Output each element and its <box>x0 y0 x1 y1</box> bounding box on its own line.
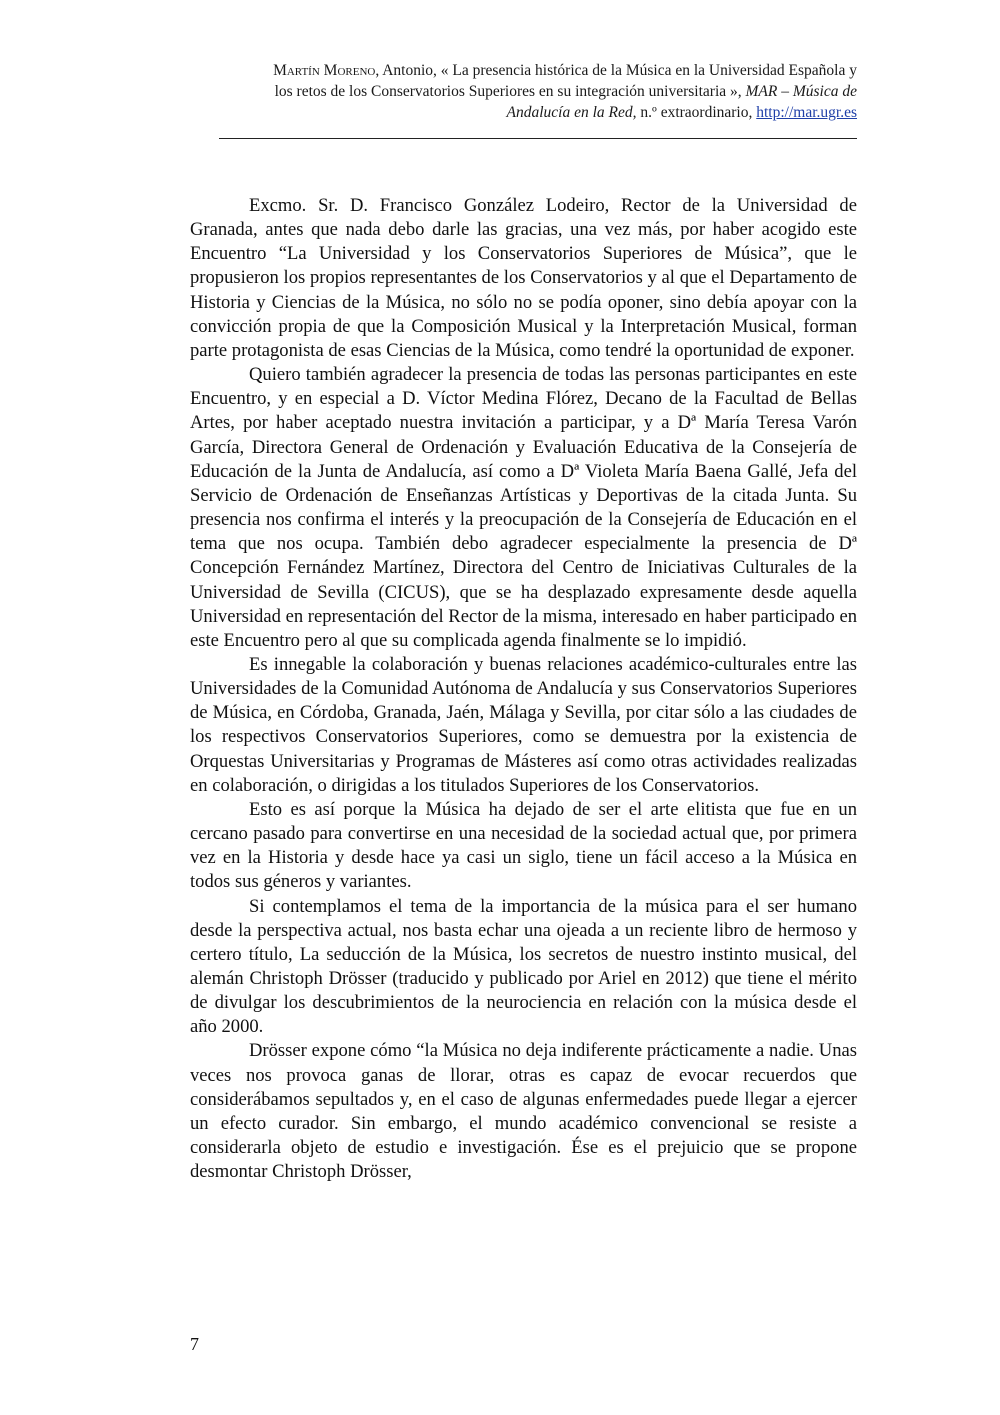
header-rule <box>219 138 857 139</box>
paragraph-3: Es innegable la colaboración y buenas relaciones académico-culturales entre las Universidades de la Comunidad Autónoma de Andalucía y sus Conservatorios Superiores de Música, en Córdoba, Granada, Jaén, Málaga y Sevilla, por citar sólo a las ciudades de los respectivos Conservatorios Superiores, como se demuestra por la existencia de Orquestas Universitarias y Programas de Másteres así como otras actividades realizadas en colaboración, o dirigidas a los titulados Superiores de los Conservatorios. <box>190 653 857 796</box>
paragraph-4: Esto es así porque la Música ha dejado de ser el arte elitista que fue en un cercano pasado para convertirse en una necesidad de la sociedad actual que, por primera vez en la Historia y desde hace ya casi un siglo, tiene un fácil acceso a la Música en todos sus géneros y variantes. <box>190 798 857 893</box>
paragraph-2: Quiero también agradecer la presencia de todas las personas participantes en este Encuentro, y en especial a D. Víctor Medina Flórez, Decano de la Facultad de Bellas Artes, por haber aceptado nuestra invitación a participar, y a Dª María Teresa Varón García, Directora General de Ordenación y Evaluación Educativa de la Consejería de Educación de la Junta de Andalucía, así como a Dª Violeta María Baena Gallé, Jefa del Servicio de Ordenación de Enseñanzas Artísticas y Deportivas de la citada Junta. Su presencia nos confirma el interés y la preocupación de la Consejería de Educación en el tema que nos ocupa. También debo agradecer especialmente la presencia de Dª Concepción Fernández Martínez, Directora del Centro de Iniciativas Culturales de la Universidad de Sevilla (CICUS), que se ha desplazado expresamente desde aquella Universidad en representación del Rector de la misma, interesado en haber participado en este Encuentro pero al que su complicada agenda finalmente se lo impidió. <box>190 364 857 651</box>
paragraph-5: Si contemplamos el tema de la importancia de la música para el ser humano desde la perspectiva actual, nos basta echar una ojeada a un reciente libro de hermoso y certero título, La seducción de la Música, los secretos de nuestro instinto musical, del alemán Christoph Drösser (traducido y publicado por Ariel en 2012) que tiene el mérito de divulgar los descubrimientos de la neurociencia en relación con la música desde el año 2000. <box>190 895 857 1038</box>
header-url-link[interactable]: http://mar.ugr.es <box>756 104 857 121</box>
header-title-part-1: , Antonio, « La presencia histórica de la Música en la Universidad Española y <box>375 62 857 79</box>
paragraph-6: Drösser expone cómo “la Música no deja indiferente prácticamente a nadie. Unas veces nos provoca ganas de llorar, otras es capaz de evocar recuerdos que considerábamos sepultados y, en el caso de algunas enfermedades puede llegar a ejercer un efecto curador. Sin embargo, el mundo académico convencional se resiste a considerarla objeto de estudio e investigación. Ése es el prejuicio que se propone desmontar Christoph Drösser, <box>190 1040 857 1183</box>
header-line-1 <box>190 60 857 81</box>
header-line-2 <box>190 81 857 102</box>
paragraph-1: Excmo. Sr. D. Francisco González Lodeiro, Rector de la Universidad de Granada, antes que nada debo darle las gracias, una vez más, por haber acogido este Encuentro “La Universidad y los Conservatorios Superiores de Música”, que le propusieron los propios representantes de los Conservatorios y al que el Departamento de Historia y Ciencias de la Música, no sólo no se podía oponer, sino debía apoyar con la convicción propia de que la Composición Musical y la Interpretación Musical, forman parte protagonista de esas Ciencias de la Música, como tendré la oportunidad de exponer. <box>190 195 857 361</box>
header-journal-name-cont: Andalucía en la Red, <box>506 104 637 121</box>
header-issue: n.º extraordinario, <box>636 104 757 121</box>
page-number: 7 <box>190 1334 199 1354</box>
body-text <box>190 194 857 1184</box>
header-author: Martín Moreno <box>273 62 376 79</box>
header-title-part-2: los retos de los Conservatorios Superiores en su integración universitaria », <box>274 83 746 100</box>
header-journal-name: MAR – Música de <box>745 83 857 100</box>
header-line-3 <box>190 102 857 123</box>
running-header <box>190 60 857 123</box>
